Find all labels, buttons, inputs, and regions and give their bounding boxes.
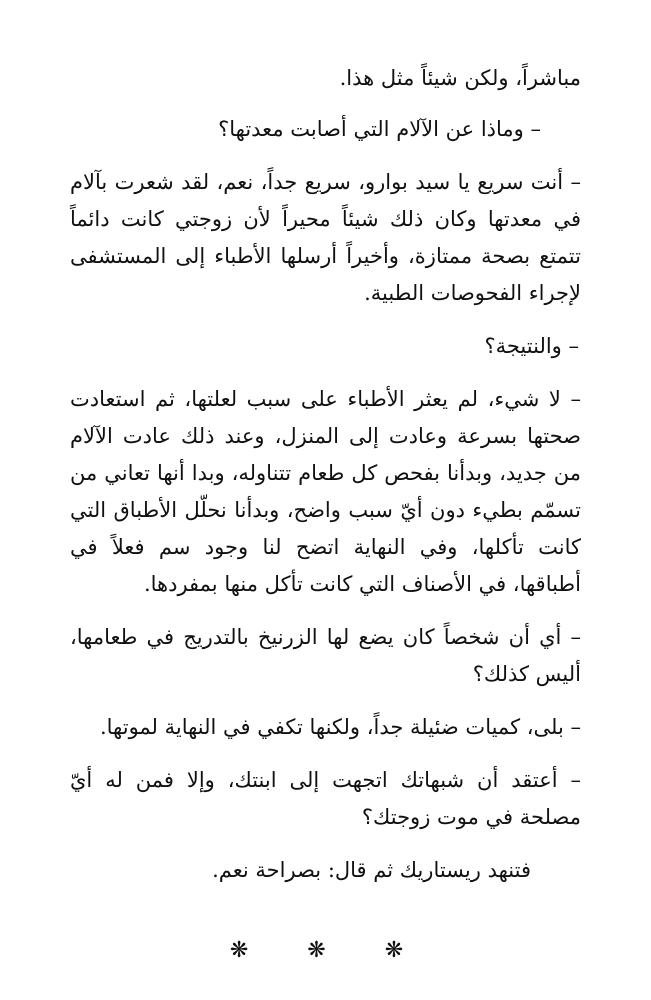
separator-star: ❋: [229, 938, 267, 963]
paragraph-7: – بلى، كميات ضئيلة جداً، ولكنها تكفي في النهاية لموتها.: [99, 715, 581, 739]
paragraph-3: – أنت سريع يا سيد بوارو، سريع جداً، نعم، لقد شعرت بآلام في معدتها وكان ذلك شيئاً محيراً لأن زوجتي كانت دائماً تتمتع بصحة ممتازة، وأخيراً أرسلها الأطباء إلى المستشفى لإجراء الفحوصات الطبية.: [70, 170, 581, 305]
paragraph-5: – لا شيء، لم يعثر الأطباء على سبب لعلتها، ثم استعادت صحتها بسرعة وعادت إلى المنزل، وعند ذلك عادت الآلام من جديد، وبدأنا بفحص كل طعام تتناوله، وبدا أنها تعاني من تسمّم بطيء دون أيّ سبب واضح، وبدأنا نحلّل الأطباق التي كانت تأكلها، وفي النهاية اتضح لنا وجود سم فعلاً في أطباقها، في الأصناف التي كانت تأكل منها بمفردها.: [70, 387, 581, 596]
paragraph-6: – أي أن شخصاً كان يضع لها الزرنيخ بالتدريج في طعامها، أليس كذلك؟: [70, 625, 581, 686]
paragraph-1: مباشراً، ولكن شيئاً مثل هذا.: [339, 66, 581, 90]
paragraph-8: – أعتقد أن شبهاتك اتجهت إلى ابنتك، وإلا فمن له أيّ مصلحة في موت زوجتك؟: [70, 768, 581, 829]
paragraph-2: – وماذا عن الآلام التي أصابت معدتها؟: [218, 117, 541, 141]
paragraph-9: فتنهد ريستاريك ثم قال: بصراحة نعم.: [212, 858, 531, 882]
section-separator: [0, 932, 651, 969]
separator-star: ❋: [307, 938, 344, 963]
paragraph-4: – والنتيجة؟: [484, 334, 579, 358]
separator-star: ❋: [384, 938, 422, 963]
